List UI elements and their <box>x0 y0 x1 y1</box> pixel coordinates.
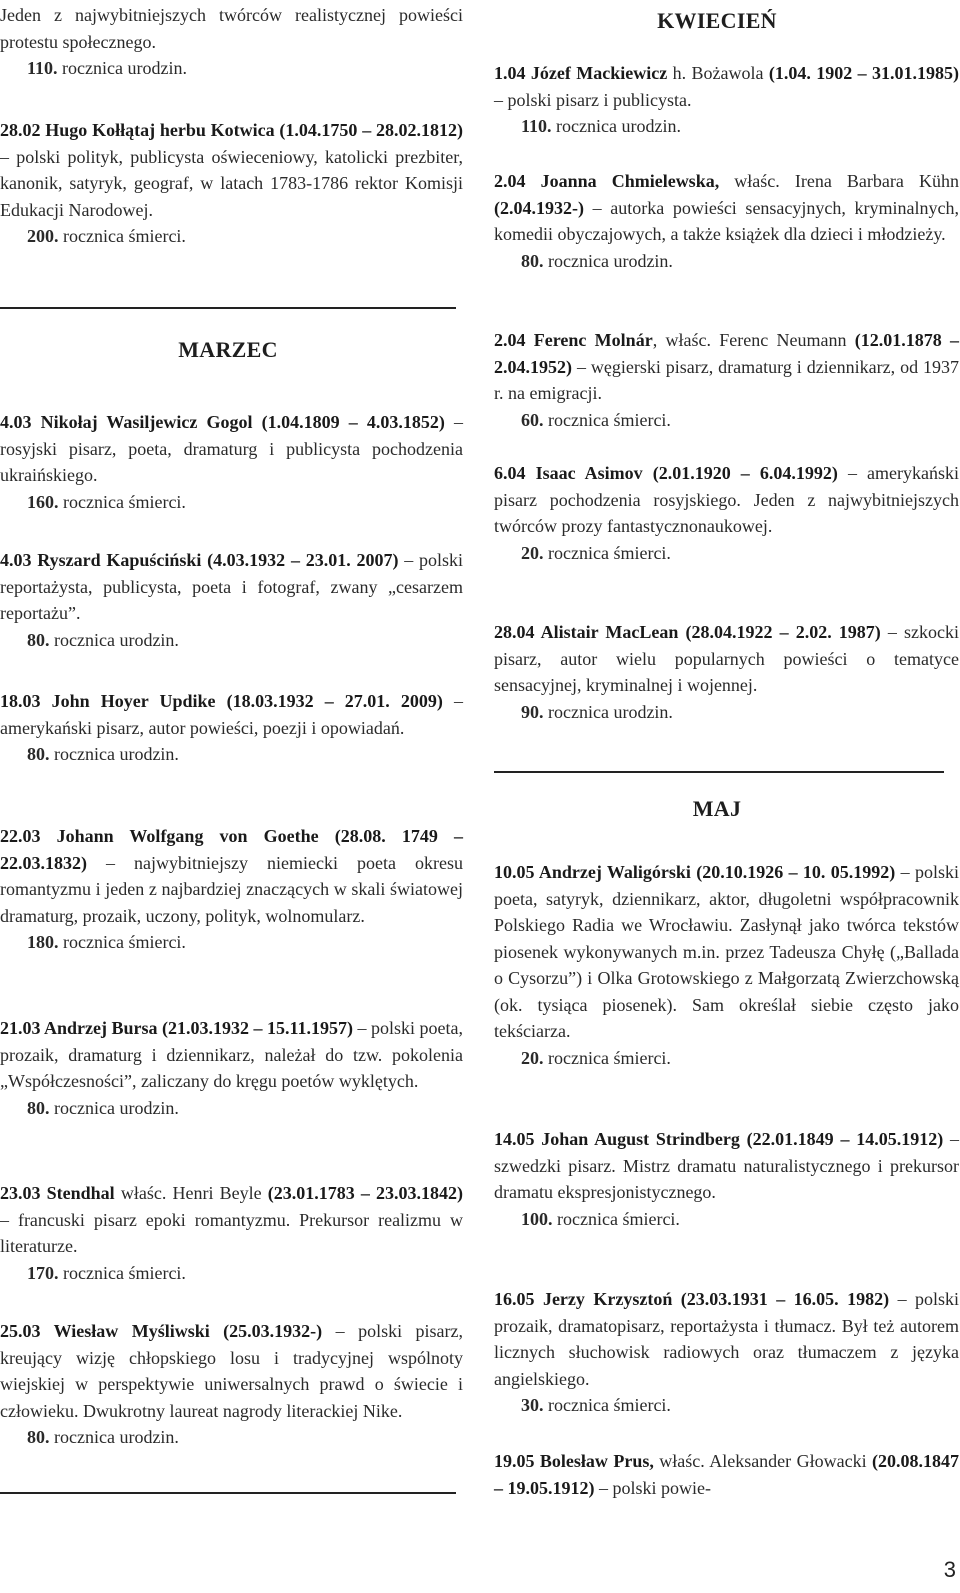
entry-description: – polski polityk, publicysta oświeceniowy, katolicki prezbiter, kanonik, satyryk, geograf, w latach 1783-1786 rektor Komisji Edukacji Narodowej. <box>0 146 463 220</box>
entry-description: – polski powie- <box>599 1477 711 1498</box>
anniversary-note: 160. rocznica śmierci. <box>27 491 186 512</box>
entry-real-name: właśc. Irena Barbara Kühn <box>719 171 959 191</box>
entry-waligorski <box>494 859 959 1071</box>
intro-text: Jeden z najwybitniejszych twórców realistycznej powieści protestu społecznego. <box>0 5 463 52</box>
section-divider <box>494 771 944 773</box>
anniversary-note: 200. rocznica śmierci. <box>27 226 186 246</box>
entry-updike <box>0 688 463 768</box>
anniversary-note: 80. rocznica urodzin. <box>27 1097 179 1118</box>
intro-continuation <box>0 2 463 82</box>
month-heading-marzec: MARZEC <box>178 337 278 362</box>
entry-dates: (12.01.1878 – 2.04.1952) <box>494 330 960 377</box>
entry-mysliwski <box>0 1318 463 1451</box>
entry-heading: 23.03 Stendhal <box>0 1183 115 1203</box>
entry-heading: 2.04 Joanna Chmielewska, <box>494 171 720 191</box>
entry-heading: 6.04 Isaac Asimov (2.01.1920 – 6.04.1992) <box>494 463 838 483</box>
entry-heading: 10.05 Andrzej Waligórski (20.10.1926 – 10. 05.1992) <box>494 862 896 882</box>
anniversary-note: 20. rocznica śmierci. <box>521 1047 671 1068</box>
anniversary-note: 90. rocznica urodzin. <box>521 701 673 722</box>
entry-heading: 4.03 Nikołaj Wasiljewicz Gogol (1.04.1809 – 4.03.1852) <box>0 412 445 432</box>
entry-asimov <box>494 460 959 566</box>
entry-real-name: właśc. Aleksander Głowacki <box>653 1451 872 1471</box>
entry-description: – najwybitniejszy niemiecki poeta okresu romantyzmu i jeden z najbardziej znaczących w skali światowej dramaturg, prozaik, uczony, polityk, wolnomularz. <box>0 852 463 926</box>
entry-prus <box>494 1448 959 1501</box>
anniversary-note: 110. rocznica urodzin. <box>521 116 681 136</box>
anniversary-note: 80. rocznica urodzin. <box>27 1427 179 1447</box>
page-number: 3 <box>943 1557 956 1582</box>
entry-heading: 2.04 Ferenc Molnár <box>494 330 653 350</box>
anniversary-note: 170. rocznica śmierci. <box>27 1262 186 1283</box>
entry-heading: 18.03 John Hoyer Updike (18.03.1932 – 27.01. 2009) <box>0 691 443 711</box>
entry-description: – francuski pisarz epoki romantyzmu. Prekursor realizmu w literaturze. <box>0 1209 463 1256</box>
entry-heading: 28.02 Hugo Kołłątaj herbu Kotwica (1.04.1750 – 28.02.1812) <box>0 120 463 140</box>
anniversary-note: 110. rocznica urodzin. <box>27 58 187 78</box>
entry-description: – węgierski pisarz, dramaturg i dziennikarz, od 1937 r. na emigracji. <box>494 356 959 403</box>
entry-bursa <box>0 1015 463 1121</box>
entry-mackiewicz <box>494 60 959 140</box>
entry-krzyszton <box>494 1286 959 1419</box>
entry-heading: 16.05 Jerzy Krzysztoń (23.03.1931 – 16.05. 1982) <box>494 1289 890 1309</box>
entry-molnar <box>494 327 959 433</box>
entry-description: – szkocki pisarz, autor wielu popularnych powieści o tematyce sensacyjnej, kryminalnej i wojennej. <box>494 622 959 695</box>
entry-dates: (23.01.1783 – 23.03.1842) <box>267 1183 464 1203</box>
entry-heading: 14.05 Johan August Strindberg (22.01.1849 – 14.05.1912) <box>494 1129 944 1149</box>
anniversary-note: 80. rocznica urodzin. <box>27 629 179 650</box>
entry-kapuscinski <box>0 547 463 653</box>
entry-description: – polski poeta, satyryk, dziennikarz, aktor, długoletni współpracownik Polskiego Radia we Wrocławiu. Zasłynął jako twórca tekstów piosenek wykonywanych m.in. przez Tadeusza Chyłę („Ballada o Cysorzu”) i Olka Grotowskiego z Małgorzatą Zwierzchowską (ok. tysiąca piosenek). Sam określał siebie często jako tekściarza. <box>494 862 959 1041</box>
entry-heading: 19.05 Bolesław Prus, <box>494 1451 654 1471</box>
anniversary-note: 180. rocznica śmierci. <box>27 932 186 952</box>
anniversary-note: 30. rocznica śmierci. <box>521 1395 671 1415</box>
anniversary-note: 80. rocznica urodzin. <box>521 250 673 271</box>
entry-description: – polski pisarz, kreujący wizję chłopskiego losu i tradycyjnej wspólnoty wiejskiej w perspektywie uniwersalnych prawd o świecie i człowieku. Dwukrotny laureat nagrody literackiej Nike. <box>0 1321 463 1421</box>
anniversary-note: 60. rocznica śmierci. <box>521 409 671 430</box>
entry-description: – szwedzki pisarz. Mistrz dramatu naturalistycznego i prekursor dramatu ekspresjonistycznego. <box>494 1129 959 1202</box>
entry-heading: 4.03 Ryszard Kapuściński (4.03.1932 – 23.01. 2007) <box>0 550 399 570</box>
entry-stendhal <box>0 1180 463 1286</box>
entry-heading: 21.03 Andrzej Bursa (21.03.1932 – 15.11.1957) <box>0 1018 353 1038</box>
entry-real-name: , właśc. Ferenc Neumann <box>652 330 855 350</box>
entry-chmielewska <box>494 168 959 274</box>
entry-strindberg <box>494 1126 959 1232</box>
entry-kollataj <box>0 117 463 250</box>
entry-description: – autorka powieści sensacyjnych, kryminalnych, komedii obyczajowych, a także książek dla dzieci i młodzieży. <box>494 197 959 244</box>
entry-dates: (1.04. 1902 – 31.01.1985) <box>768 63 959 83</box>
entry-description: – polski pisarz i publicysta. <box>494 89 692 110</box>
entry-description: – amerykański pisarz pochodzenia rosyjskiego. Jeden z najwybitniejszych twórców prozy fantastycznonaukowej. <box>494 463 959 536</box>
entry-dates: (20.08.1847 – 19.05.1912) <box>494 1451 959 1498</box>
entry-description: – polski poeta, prozaik, dramaturg i dziennikarz, należał do tzw. pokolenia „Współczesności”, zaliczany do kręgu poetów wyklętych. <box>0 1018 463 1091</box>
entry-description: – polski reportażysta, publicysta, poeta i fotograf, zwany „cesarzem reportażu”. <box>0 550 463 623</box>
month-heading-maj: MAJ <box>692 796 742 821</box>
section-divider <box>0 1492 456 1494</box>
entry-description: – rosyjski pisarz, poeta, dramaturg i publicysta pochodzenia ukraińskiego. <box>0 412 463 485</box>
month-heading-kwiecien: KWIECIEŃ <box>657 8 777 33</box>
entry-heading: 28.04 Alistair MacLean (28.04.1922 – 2.02. 1987) <box>494 622 881 642</box>
entry-dates: (2.04.1932-) <box>494 197 584 218</box>
anniversary-note: 100. rocznica śmierci. <box>521 1208 680 1229</box>
entry-heading: 1.04 Józef Mackiewicz <box>494 63 668 83</box>
anniversary-note: 20. rocznica śmierci. <box>521 542 671 563</box>
entry-heading: 22.03 Johann Wolfgang von Goethe (28.08. 1749 – 22.03.1832) <box>0 826 463 873</box>
entry-heading: 25.03 Wiesław Myśliwski (25.03.1932-) <box>0 1321 323 1341</box>
entry-goethe <box>0 823 463 956</box>
section-divider <box>0 307 456 309</box>
entry-real-name: właśc. Henri Beyle <box>114 1183 268 1203</box>
entry-maclean <box>494 619 959 725</box>
anniversary-note: 80. rocznica urodzin. <box>27 744 179 764</box>
entry-description: – polski prozaik, dramatopisarz, reportażysta i tłumacz. Był też autorem licznych słuchowisk radiowych oraz tłumaczem z języka angielskiego. <box>494 1289 960 1389</box>
entry-description: – amerykański pisarz, autor powieści, poezji i opowiadań. <box>0 691 464 738</box>
entry-gogol <box>0 409 463 515</box>
entry-real-name: h. Bożawola <box>667 63 769 83</box>
